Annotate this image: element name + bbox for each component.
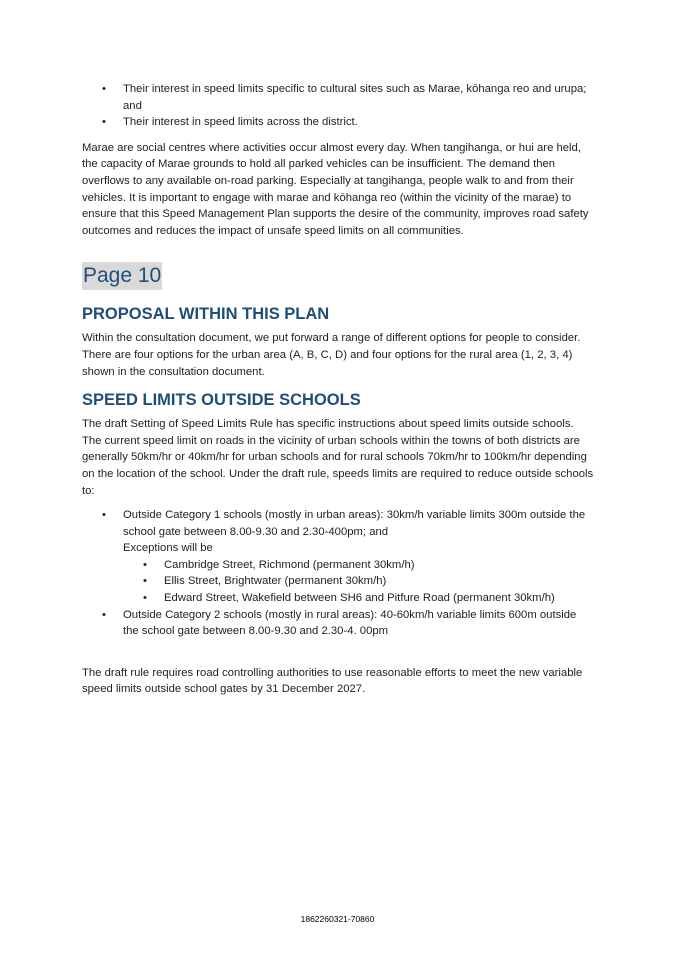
document-footer-id: 1862260321-70860 [300, 914, 375, 924]
exceptions-list [82, 557, 594, 607]
school-category-list-continued [82, 607, 594, 640]
proposal-paragraph: Within the consultation document, we put forward a range of different options for people to consider. There are four options for the urban area (A, B, C, D) and four options for the rural area (1, 2, 3, 4) shown in the consultation document. [82, 332, 581, 378]
list-item [82, 507, 594, 557]
school-category-list [82, 507, 594, 557]
proposal-heading: PROPOSAL WITHIN THIS PLAN [82, 305, 330, 324]
schools-heading: SPEED LIMITS OUTSIDE SCHOOLS [82, 391, 361, 410]
list-item: • Their interest in speed limits across the district. [82, 114, 594, 131]
page-content [82, 81, 594, 698]
closing-paragraph: The draft rule requires road controlling authorities to use reasonable efforts to meet the new variable speed limits outside school gates by 31 December 2027. [82, 666, 583, 696]
list-item: • Outside Category 2 schools (mostly in rural areas): 40-60km/h variable limits 600m outside the school gate between 8.00-9.30 and 2.30-4. 00pm [82, 607, 594, 640]
list-item: • Their interest in speed limits specific to cultural sites such as Marae, kōhanga reo and urupa; and [82, 81, 594, 114]
marae-paragraph: Marae are social centres where activities occur almost every day. When tangihanga, or hui are held, the capacity of Marae grounds to hold all parked vehicles can be insufficient. The demand then overflows to any available on-road parking. Especially at tangihanga, people walk to and from their vehicles. It is important to engage with marae and kōhanga reo (within the vicinity of the marae) to ensure that this Speed Management Plan supports the desire of the community, improves road safety outcomes and reduces the impact of unsafe speed limits on all communities. [82, 141, 589, 237]
exceptions-label: Exceptions will be [123, 542, 213, 555]
page-number-heading: Page 10 [82, 262, 162, 290]
category-1-text: Outside Category 1 schools (mostly in urban areas): 30km/h variable limits 300m outside the school gate between 8.00-9.30 and 2.30-400pm; and [123, 509, 586, 538]
list-item: • Ellis Street, Brightwater (permanent 30km/h) [82, 573, 594, 590]
list-item: • Edward Street, Wakefield between SH6 and Pitfure Road (permanent 30km/h) [82, 590, 594, 607]
schools-paragraph: The draft Setting of Speed Limits Rule has specific instructions about speed limits outside schools. The current speed limit on roads in the vicinity of urban schools within the towns of both districts are generally 50km/hr or 40km/hr for urban schools and for rural schools 70km/hr to 100km/hr depending on the location of the school. Under the draft rule, speeds limits are required to reduce outside schools to: [82, 418, 594, 497]
list-item: • Cambridge Street, Richmond (permanent 30km/h) [82, 557, 594, 574]
intro-bullet-list [82, 81, 594, 131]
